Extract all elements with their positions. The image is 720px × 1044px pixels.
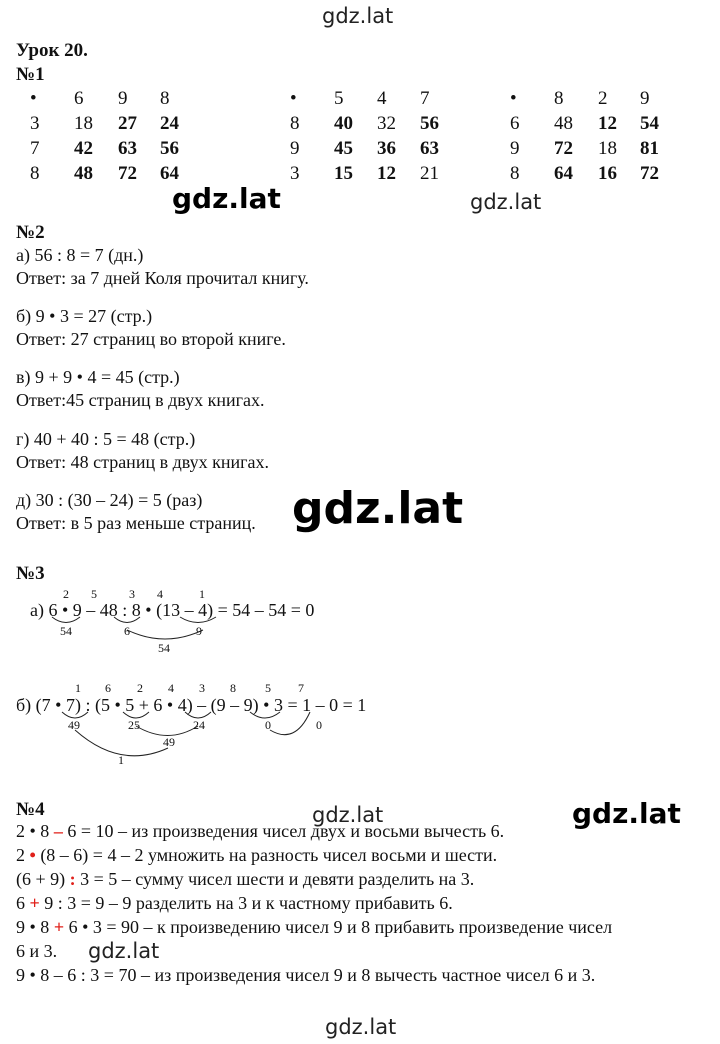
task3-heading: №3	[16, 563, 45, 584]
watermark: gdz.lat	[470, 190, 542, 214]
intermediate-result: 25	[128, 718, 140, 732]
table-cell: 15	[334, 163, 353, 184]
intermediate-result: 0	[265, 718, 271, 732]
intermediate-result: 6	[124, 624, 130, 638]
table-cell: 72	[118, 163, 137, 184]
watermark: gdz.lat	[312, 803, 384, 827]
task2-d-answer: Ответ: в 5 раз меньше страниц.	[16, 513, 256, 533]
table-cell: 6	[74, 88, 84, 109]
expression-part: 3 = 5 – сумму чисел шести и девяти разделить на 3.	[75, 869, 475, 889]
table-cell: 36	[377, 138, 396, 159]
table-cell: •	[510, 88, 517, 109]
table-cell: 8	[554, 88, 564, 109]
table-cell: 64	[554, 163, 573, 184]
operation-order: 6	[105, 681, 111, 695]
table-cell: 56	[160, 138, 179, 159]
expression-part: 2 • 8	[16, 821, 54, 841]
table-cell: 5	[334, 88, 344, 109]
highlighted-operator: :	[69, 869, 76, 889]
table-cell: 27	[118, 113, 137, 134]
table-cell: 4	[377, 88, 387, 109]
task4-line	[16, 869, 474, 890]
intermediate-result: 54	[158, 641, 170, 655]
task4-heading: №4	[16, 799, 45, 820]
table-cell: 7	[420, 88, 430, 109]
table-cell: 18	[74, 113, 93, 134]
expression-part: 2	[16, 845, 30, 865]
intermediate-result: 54	[60, 624, 72, 638]
operation-order: 4	[168, 681, 174, 695]
table-cell: 6	[510, 113, 520, 134]
task3-b-expression: б) (7 • 7) : (5 • 5 + 6 • 4) – (9 – 9) • 3 = 1 – 0 = 1	[16, 695, 367, 715]
table-cell: 3	[30, 113, 40, 134]
operation-order: 2	[137, 681, 143, 695]
intermediate-result: 24	[193, 718, 205, 732]
table-cell: 8	[510, 163, 520, 184]
task2-b-expression: б) 9 • 3 = 27 (стр.)	[16, 306, 153, 326]
operation-order: 1	[199, 587, 205, 601]
table-cell: 8	[30, 163, 40, 184]
table-cell: 9	[290, 138, 300, 159]
watermark: gdz.lat	[88, 939, 160, 963]
highlighted-operator: +	[53, 917, 65, 937]
expression-part: (6 + 9)	[16, 869, 70, 889]
task2-v-answer: Ответ:45 страниц в двух книгах.	[16, 390, 265, 410]
watermark: gdz.lat	[322, 4, 394, 28]
table-cell: 48	[554, 113, 573, 134]
intermediate-result: 1	[118, 753, 124, 767]
expression-part: 6	[16, 893, 30, 913]
table-cell: •	[30, 88, 37, 109]
table-cell: 18	[598, 138, 617, 159]
highlighted-operator: –	[53, 821, 63, 841]
expression-part: (8 – 6) = 4 – 2 умножить на разность чисел восьми и шести.	[35, 845, 498, 865]
watermark: gdz.lat	[172, 182, 281, 215]
table-cell: 3	[290, 163, 300, 184]
task2-a-expression: а) 56 : 8 = 7 (дн.)	[16, 245, 144, 265]
operation-order: 1	[75, 681, 81, 695]
task2-g-answer: Ответ: 48 страниц в двух книгах.	[16, 452, 270, 472]
task2-a-answer: Ответ: за 7 дней Коля прочитал книгу.	[16, 268, 309, 288]
intermediate-result: 0	[316, 718, 322, 732]
table-cell: 2	[598, 88, 608, 109]
table-cell: 9	[510, 138, 520, 159]
table-cell: 24	[160, 113, 179, 134]
task3-a-expression: а) 6 • 9 – 48 : 8 • (13 – 4) = 54 – 54 = 0	[30, 600, 315, 620]
table-cell: 63	[118, 138, 137, 159]
intermediate-result: 49	[68, 718, 80, 732]
expression-part: 9 : 3 = 9 – 9 разделить на 3 и к частному прибавить 6.	[39, 893, 453, 913]
task4-line	[16, 845, 497, 866]
highlighted-operator: +	[29, 893, 40, 913]
table-cell: 21	[420, 163, 439, 184]
table-cell: 8	[160, 88, 170, 109]
expression-part: 6 • 3 = 90 – к произведению чисел 9 и 8 прибавить произведение чисел	[64, 917, 613, 937]
table-cell: 8	[290, 113, 300, 134]
operation-order: 3	[199, 681, 205, 695]
operation-order: 3	[129, 587, 135, 601]
table-cell: 48	[74, 163, 93, 184]
table-cell: 16	[598, 163, 617, 184]
table-cell: 9	[118, 88, 128, 109]
table-cell: 81	[640, 138, 659, 159]
intermediate-result: 49	[163, 735, 175, 749]
table-cell: 40	[334, 113, 353, 134]
task2-d-expression: д) 30 : (30 – 24) = 5 (раз)	[16, 490, 203, 510]
operation-order: 2	[63, 587, 69, 601]
table-cell: 64	[160, 163, 179, 184]
task2-heading: №2	[16, 222, 45, 243]
operation-order: 5	[91, 587, 97, 601]
expression-part: 9 • 8	[16, 917, 54, 937]
operation-order: 8	[230, 681, 236, 695]
task4-line	[16, 917, 612, 938]
table-cell: 54	[640, 113, 659, 134]
lesson-title: Урок 20.	[16, 40, 88, 61]
table-cell: 12	[598, 113, 617, 134]
task4-line	[16, 821, 504, 842]
table-cell: 42	[74, 138, 93, 159]
table-cell: 12	[377, 163, 396, 184]
table-cell: 32	[377, 113, 396, 134]
operation-order: 4	[157, 587, 163, 601]
task3-b-arcs	[0, 0, 360, 780]
task4-line: 6 и 3.	[16, 941, 58, 961]
table-cell: •	[290, 88, 297, 109]
watermark: gdz.lat	[325, 1015, 397, 1039]
table-cell: 7	[30, 138, 40, 159]
table-cell: 45	[334, 138, 353, 159]
watermark: gdz.lat	[572, 797, 681, 830]
task2-b-answer: Ответ: 27 страниц во второй книге.	[16, 329, 286, 349]
task4-line: 9 • 8 – 6 : 3 = 70 – из произведения чисел 9 и 8 вычесть частное чисел 6 и 3.	[16, 965, 596, 985]
highlighted-operator: •	[29, 845, 36, 865]
operation-order: 5	[265, 681, 271, 695]
expression-part: 6 = 10 – из произведения чисел двух и восьми вычесть 6.	[62, 821, 505, 841]
task4-line	[16, 893, 453, 914]
table-cell: 72	[554, 138, 573, 159]
task1-heading: №1	[16, 64, 45, 85]
watermark: gdz.lat	[292, 483, 464, 534]
table-cell: 63	[420, 138, 439, 159]
table-cell: 9	[640, 88, 650, 109]
operation-order: 7	[298, 681, 304, 695]
task2-g-expression: г) 40 + 40 : 5 = 48 (стр.)	[16, 429, 196, 449]
table-cell: 56	[420, 113, 439, 134]
intermediate-result: 9	[196, 624, 202, 638]
task2-v-expression: в) 9 + 9 • 4 = 45 (стр.)	[16, 367, 180, 387]
table-cell: 72	[640, 163, 659, 184]
